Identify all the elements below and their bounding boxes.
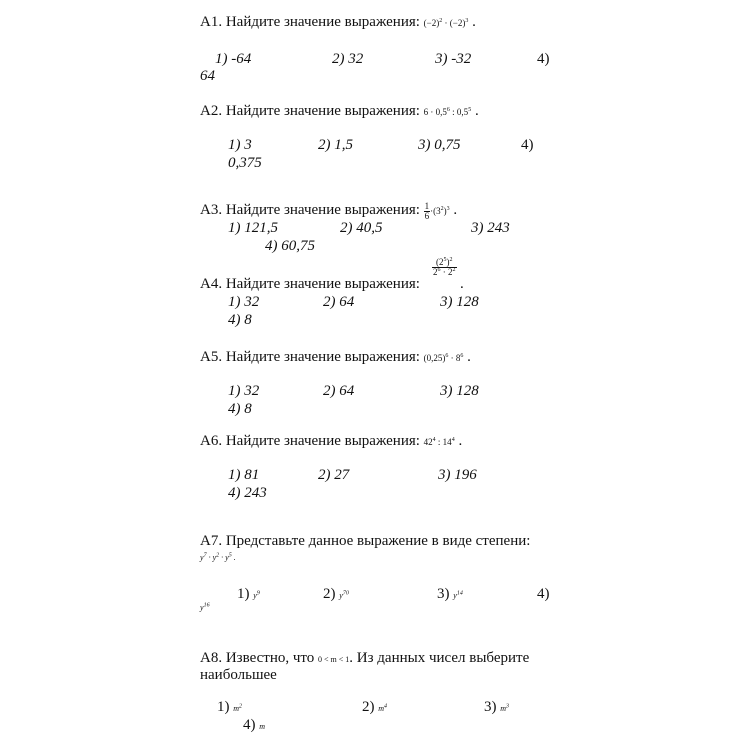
- a7-option-2: 2) $y^{70}$: [323, 586, 349, 602]
- a2-option-4-value: 0,375: [228, 155, 262, 171]
- a1-option-4-value: 64: [200, 68, 215, 84]
- a1-prompt: А1. Найдите значение выражения: $(-2)^2 \cdot (-2)^3$ .: [200, 14, 476, 30]
- a6-expression: $42^4$ : $14^4$: [423, 437, 455, 447]
- a5-prompt: А5. Найдите значение выражения: $(0,25)^6 \cdot 8^6$ .: [200, 349, 471, 365]
- a7-expression: $y^7 \cdot y^2 \cdot y^5$ .: [200, 552, 236, 562]
- a5-expression: $(0,25)^6 \cdot 8^6$: [423, 353, 464, 363]
- a7-prompt: А7. Представьте данное выражение в виде степени:: [200, 533, 531, 549]
- a7-option-4: 4): [537, 586, 550, 602]
- a2-option-2: 2) 1,5: [318, 137, 353, 153]
- a1-option-4: 4): [537, 51, 550, 67]
- a1-option-2: 2) 32: [332, 51, 364, 67]
- a7-option-4-value: $y^{16}$: [200, 602, 210, 612]
- a4-option-2: 2) 64: [323, 294, 355, 310]
- a4-option-1: 1) 32: [228, 294, 260, 310]
- a8-option-1: 1) $m^2$: [217, 699, 243, 715]
- a6-option-1: 1) 81: [228, 467, 260, 483]
- a3-option-3: 3) 243: [471, 220, 510, 236]
- a8-option-4: 4) m: [243, 717, 266, 733]
- a1-option-3: 3) -32: [435, 51, 472, 67]
- a4-option-4: 4) 8: [228, 312, 252, 328]
- a2-expression: $6 \cdot 0,5^6$ : $0,5^5$: [423, 107, 472, 117]
- a8-option-3: 3) $m^3$: [484, 699, 510, 715]
- a2-option-1: 1) 3: [228, 137, 252, 153]
- a6-option-2: 2) 27: [318, 467, 350, 483]
- a3-option-2: 2) 40,5: [340, 220, 383, 236]
- a1-expression: $(-2)^2 \cdot (-2)^3$: [423, 18, 469, 28]
- a6-prompt: А6. Найдите значение выражения: $42^4$ : $14^4$ .: [200, 433, 463, 449]
- a1-option-1: 1) -64: [215, 51, 252, 67]
- a3-option-4: 4) 60,75: [265, 238, 315, 254]
- a8-option-2: 2) $m^4$: [362, 699, 388, 715]
- a8-prompt: А8. Известно, что 0 < m < 1. Из данных чисел выберите: [200, 650, 530, 666]
- a4-expression: $\frac{(2^5)^2}{2^6 \cdot 2^2}$: [433, 257, 456, 277]
- a5-option-2: 2) 64: [323, 383, 355, 399]
- a3-option-1: 1) 121,5: [228, 220, 278, 236]
- a8-prompt-line2: наибольшее: [200, 667, 277, 683]
- a4-option-3: 3) 128: [440, 294, 479, 310]
- a5-option-4: 4) 8: [228, 401, 252, 417]
- a7-option-1: 1) $y^9$: [237, 586, 260, 602]
- a8-condition: 0 < m < 1: [318, 655, 350, 664]
- a4-prompt: А4. Найдите значение выражения:: [200, 276, 420, 292]
- a5-option-3: 3) 128: [440, 383, 479, 399]
- a3-prompt: А3. Найдите значение выражения: $\frac{1}{6}$ $\cdot(3^2)^3$ .: [200, 201, 458, 222]
- a6-option-3: 3) 196: [438, 467, 477, 483]
- a2-option-3: 3) 0,75: [418, 137, 461, 153]
- a3-expression: $\frac{1}{6}$ $\cdot(3^2)^3$: [424, 201, 450, 222]
- a7-option-3: 3) $y^{14}$: [437, 586, 463, 602]
- a2-prompt: А2. Найдите значение выражения: $6 \cdot 0,5^6$ : $0,5^5$ .: [200, 103, 479, 119]
- a2-option-4: 4): [521, 137, 534, 153]
- a4-period: .: [460, 276, 464, 292]
- a6-option-4: 4) 243: [228, 485, 267, 501]
- a5-option-1: 1) 32: [228, 383, 260, 399]
